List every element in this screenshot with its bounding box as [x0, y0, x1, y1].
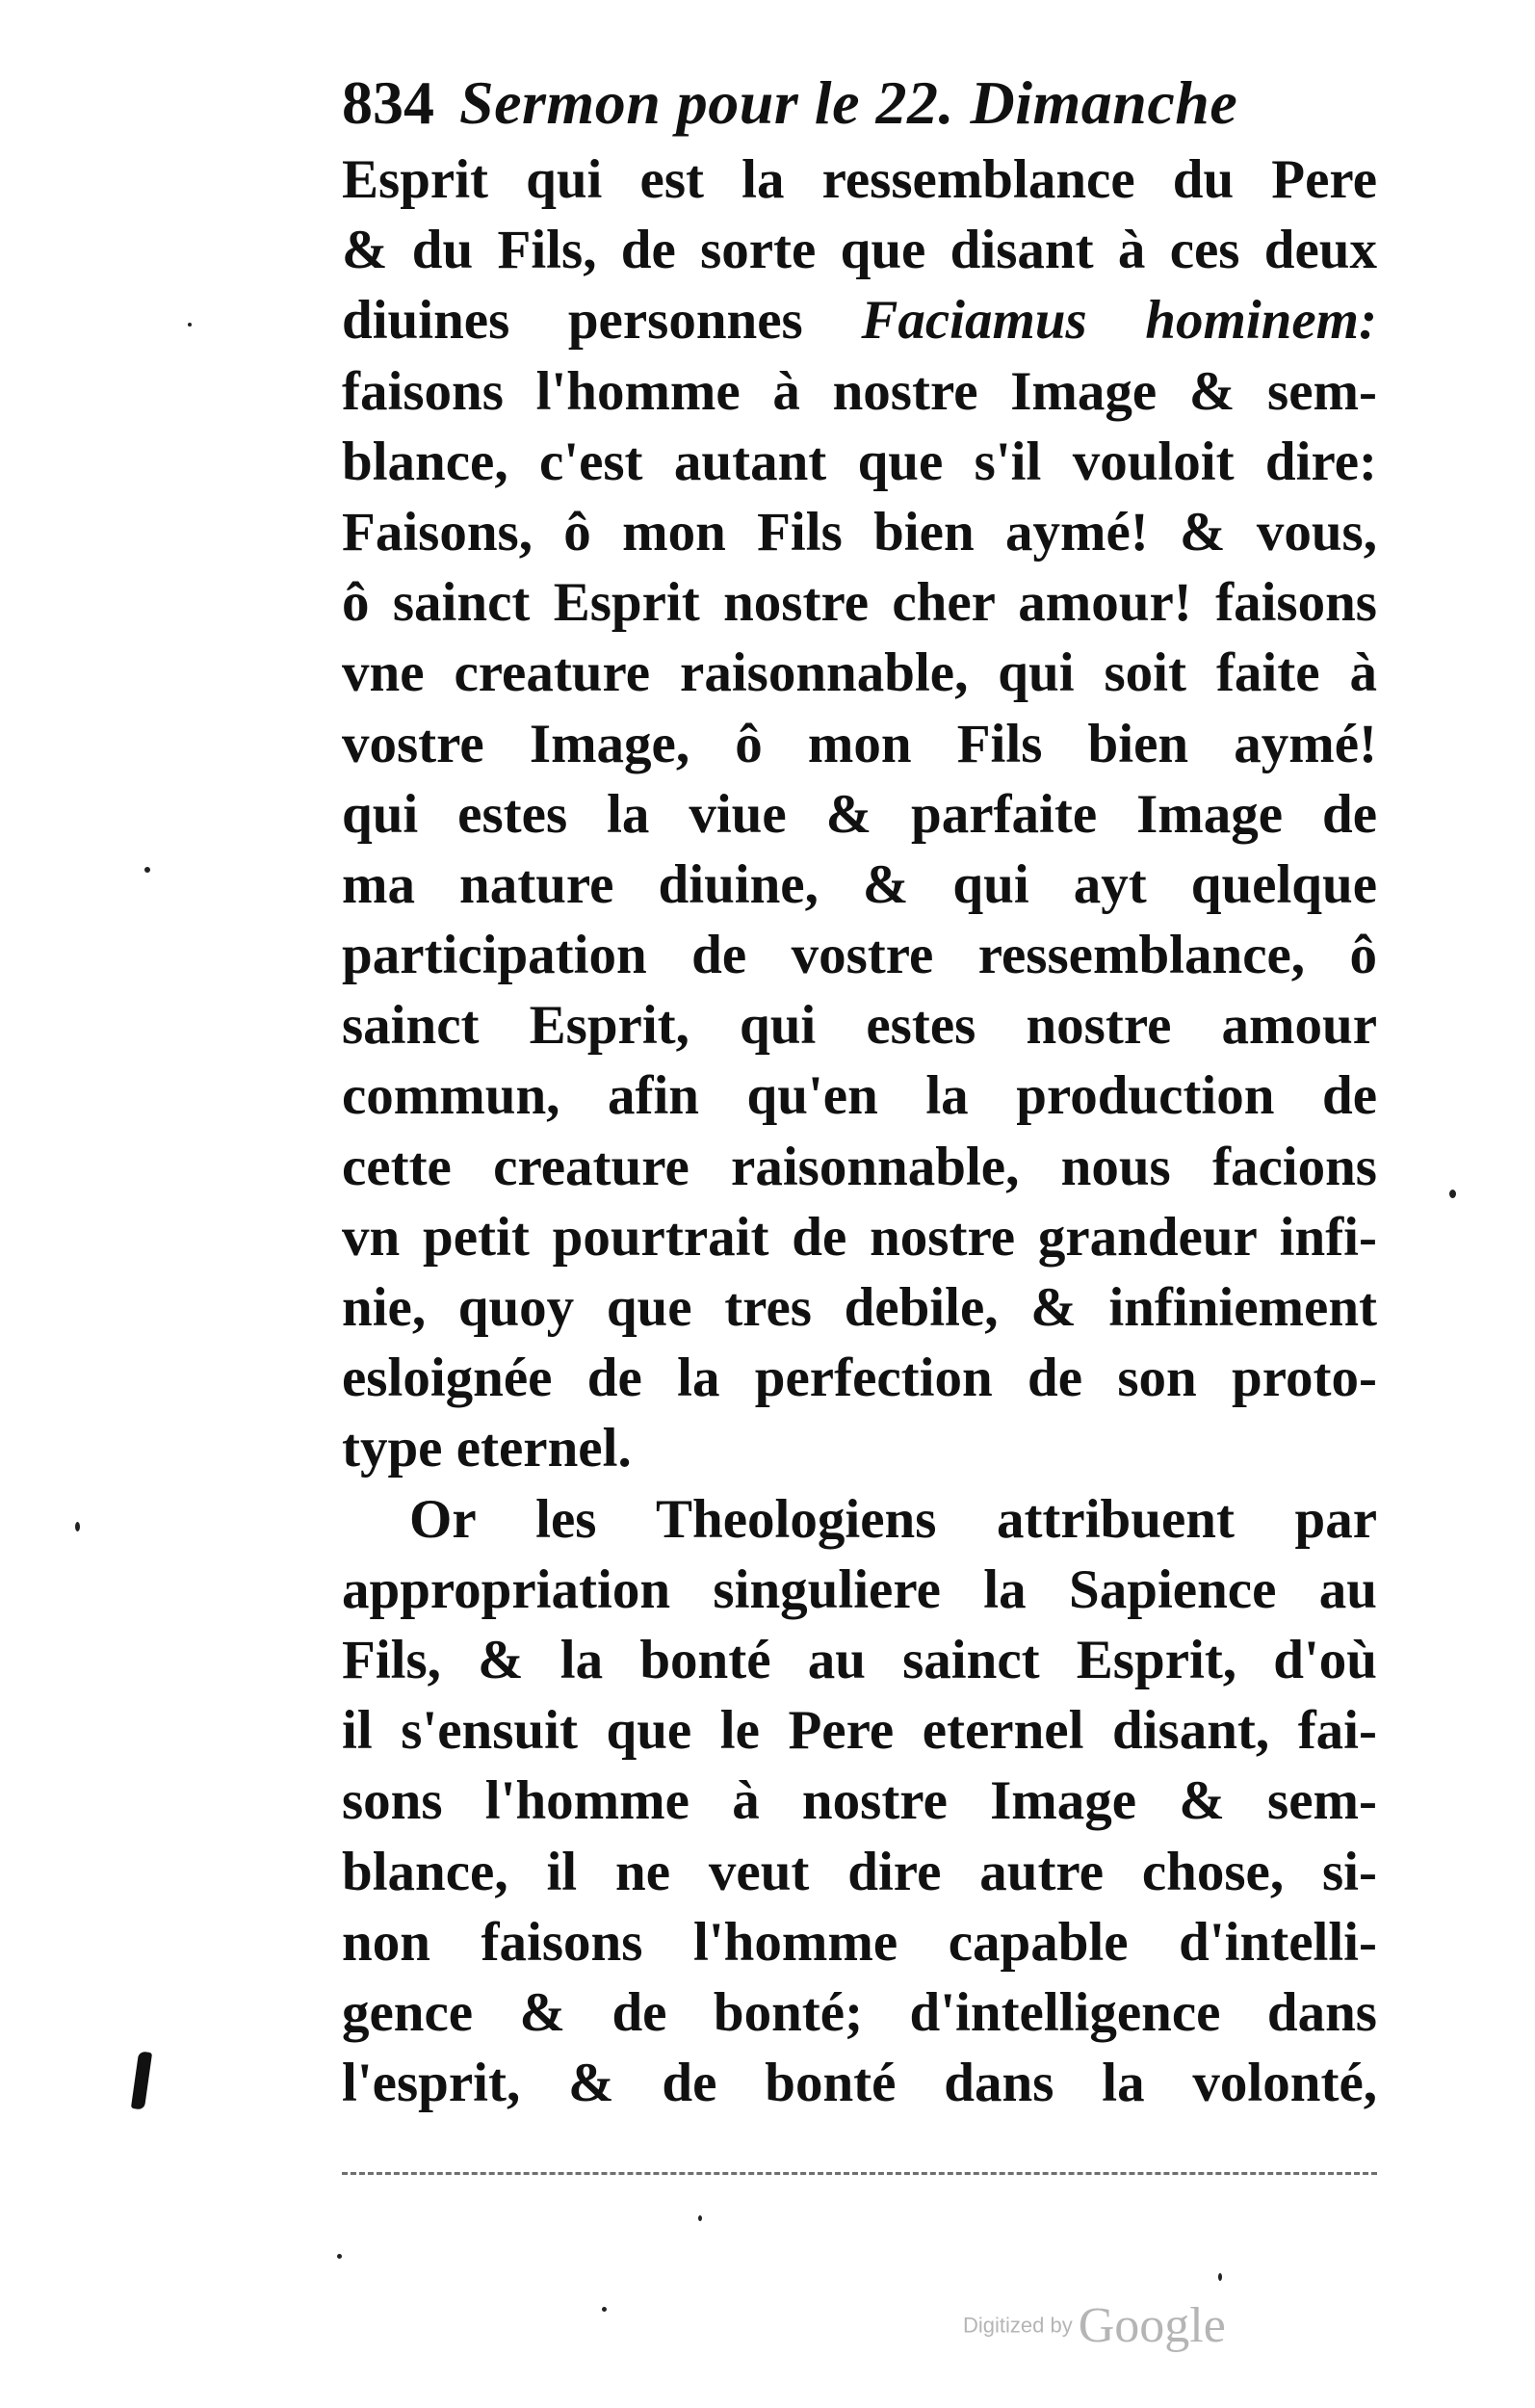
text-line: [342, 1413, 1377, 1483]
text-line: [342, 285, 1377, 355]
text-line: [342, 709, 1377, 779]
latin-quotation: Faciamus hominem:: [861, 290, 1377, 352]
text-line: [342, 356, 1377, 427]
text-segment: & du Fils, de sorte que disant à ces deux: [342, 220, 1377, 281]
text-segment: ô sainct Esprit nostre cher amour! faisons: [342, 572, 1377, 634]
text-segment: esloignée de la perfection de son proto-: [342, 1348, 1377, 1409]
text-line: [342, 427, 1377, 497]
ink-speck: [602, 2307, 607, 2312]
text-line: [342, 1060, 1377, 1131]
text-segment: non faisons l'homme capable d'intelli-: [342, 1911, 1377, 1973]
text-segment: appropriation singuliere la Sapience au: [342, 1558, 1377, 1620]
text-line: [342, 215, 1377, 285]
text-line: [342, 497, 1377, 567]
text-segment: il s'ensuit que le Pere eternel disant, fai-: [342, 1700, 1377, 1762]
text-segment: vn petit pourtrait de nostre grandeur infi-: [342, 1206, 1377, 1268]
text-segment: nie, quoy que tres debile, & infiniement: [342, 1277, 1377, 1338]
body-text: [342, 144, 1377, 2118]
text-line: [342, 1555, 1377, 1625]
running-title: Sermon pour le 22. Dimanche: [459, 68, 1238, 137]
text-line: [342, 1202, 1377, 1272]
margin-ink-mark: [131, 2051, 152, 2109]
text-segment: Faisons, ô mon Fils bien aymé! & vous,: [342, 501, 1377, 563]
text-segment: sainct Esprit, qui estes nostre amour: [342, 995, 1377, 1057]
text-line: [342, 920, 1377, 990]
text-segment: gence & de bonté; d'intelligence dans: [342, 1981, 1377, 2043]
text-line: [342, 2048, 1377, 2118]
text-line: [342, 144, 1377, 215]
text-line: [342, 1695, 1377, 1766]
digitized-watermark: [963, 2297, 1310, 2355]
running-head: [342, 60, 1363, 146]
text-segment: Or les Theologiens attribuent par: [409, 1488, 1377, 1550]
text-line: [342, 1907, 1377, 1977]
ink-speck: [337, 2254, 342, 2259]
text-line: [342, 1484, 1377, 1555]
ink-speck: [698, 2215, 702, 2221]
ink-speck: [188, 323, 192, 327]
text-segment: blance, c'est autant que s'il vouloit dire:: [342, 431, 1377, 492]
text-line: [342, 1625, 1377, 1695]
text-line: [342, 638, 1377, 708]
text-segment: vostre Image, ô mon Fils bien aymé!: [342, 713, 1377, 774]
text-segment: cette creature raisonnable, nous facions: [342, 1136, 1377, 1197]
text-line: [342, 779, 1377, 850]
text-segment: l'esprit, & de bonté dans la volonté,: [342, 2053, 1377, 2114]
text-segment: diuines personnes: [342, 290, 862, 352]
text-segment: vne creature raisonnable, qui soit faite à: [342, 642, 1377, 704]
text-segment: faisons l'homme à nostre Image & sem-: [342, 360, 1377, 422]
watermark-prefix: Digitized by: [963, 2313, 1073, 2338]
ink-speck: [1449, 1190, 1456, 1198]
text-segment: ma nature diuine, & qui ayt quelque: [342, 853, 1377, 915]
page-number: 834: [342, 68, 434, 137]
text-line: [342, 1343, 1377, 1413]
text-segment: blance, il ne veut dire autre chose, si-: [342, 1841, 1377, 1902]
text-line: [342, 850, 1377, 920]
text-segment: sons l'homme à nostre Image & sem-: [342, 1770, 1377, 1832]
text-line: [342, 567, 1377, 638]
text-line: [342, 990, 1377, 1060]
ink-speck: [1218, 2273, 1222, 2281]
text-line: [342, 1272, 1377, 1343]
text-line: [342, 1766, 1377, 1836]
text-line: [342, 1837, 1377, 1907]
text-line: [342, 1132, 1377, 1202]
ink-speck: [75, 1522, 80, 1531]
ink-speck: [144, 867, 150, 873]
text-segment: commun, afin qu'en la production de: [342, 1065, 1377, 1127]
text-segment: Esprit qui est la ressemblance du Pere: [342, 149, 1377, 210]
google-logo: Google: [1078, 2298, 1226, 2353]
text-segment: Fils, & la bonté au sainct Esprit, d'où: [342, 1629, 1377, 1690]
text-line: [342, 1977, 1377, 2048]
text-segment: qui estes la viue & parfaite Image de: [342, 783, 1377, 845]
text-segment: participation de vostre ressemblance, ô: [342, 925, 1377, 986]
bottom-rule: [342, 2172, 1377, 2175]
text-segment: type eternel.: [342, 1418, 632, 1479]
